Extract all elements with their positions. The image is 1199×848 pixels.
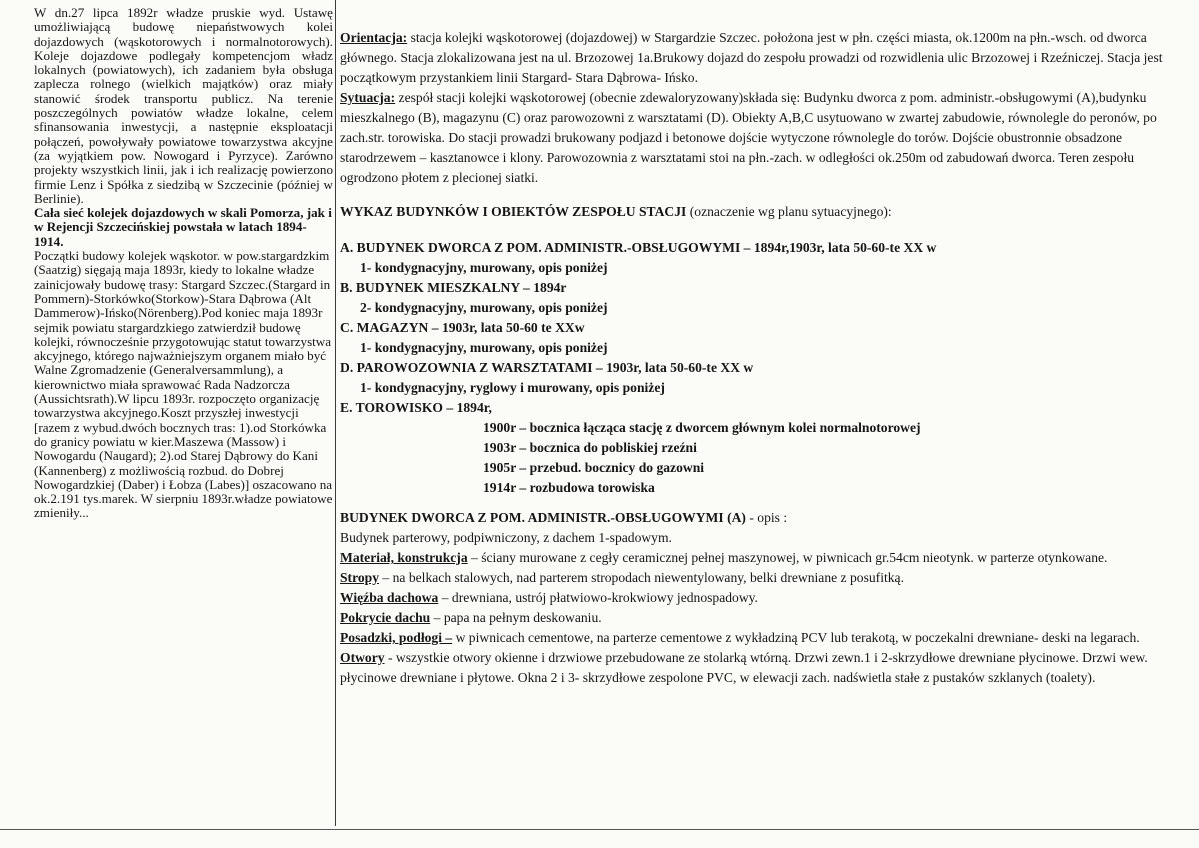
building-a-detail: 1- kondygnacyjny, murowany, opis poniżej: [360, 260, 608, 275]
building-c-line: C. MAGAZYN – 1903r, lata 50-60 te XXw: [340, 320, 585, 335]
field-text-stropy: – na belkach stalowych, nad parterem stropodach niewentylowany, belki drewniane z posufitką.: [379, 570, 904, 585]
field-paragraph: [340, 588, 1190, 608]
wykaz-title: WYKAZ BUDYNKÓW I OBIEKTÓW ZESPOŁU STACJI: [340, 204, 687, 219]
field-text-wiezba: – drewniana, ustrój płatwiowo-krokwiowy jednospadowy.: [438, 590, 758, 605]
sytuacja-label: Sytuacja:: [340, 90, 396, 105]
field-paragraph: [340, 568, 1190, 588]
building-a-heading-suffix: - opis :: [745, 510, 788, 525]
building-a-heading: BUDYNEK DWORCA Z POM. ADMINISTR.-OBSŁUGOWYMI (A): [340, 510, 746, 525]
building-d-line: D. PAROWOZOWNIA Z WARSZTATAMI – 1903r, lata 50-60-te XX w: [340, 360, 754, 375]
building-a-intro: Budynek parterowy, podpiwniczony, z dachem 1-spadowym.: [340, 530, 672, 545]
field-label-wiezba: Więźba dachowa: [340, 590, 439, 605]
bottom-rule: [0, 829, 1199, 830]
field-paragraph: [340, 608, 1190, 628]
sytuacja-text: zespół stacji kolejki wąskotorowej (obecnie zdewaloryzowany)składa się: Budynku dworca z pom. administr.-obsługowymi (A),budynku mieszkalnego (B), magazynu (C) oraz parowozowni z warsztatami (D). Obiekty A,B,C usytuowano w zwartej zabudowie, równolegle do peronów, po zach.str. torowiska. Do stacji prowadzi brukowany podjazd i betonowe dojście wytyczone równolegle do torów. Dojście obustronnie obsadzone starodrzewem – kasztanowce i klony. Parowozownia z warsztatami stoi na płn.-zach. w odległości ok.250m od zabudowań dworca. Teren zespołu ogrodzono płotem z plecionej siatki.: [340, 90, 1157, 185]
field-label-pokrycie: Pokrycie dachu: [340, 610, 431, 625]
left-paragraph-1: W dn.27 lipca 1892r władze pruskie wyd. Ustawę umożliwiającą budowę niepaństwowych kolei dojazdowych (wąskotorowych i normalnotorowych). Koleje dojazdowe podlegały kompetencjom władz lokalnych (powiatowych), ich zadaniem była obsługa zaplecza rolnego (wielkich majątków) oraz miały stanowić środek transportu publicz. Na terenie poszczególnych powiatów władze lokalne, celem sfinansowania inwestycji, a następnie eksploatacji połączeń, powoływały powiatowe towarzystwa akcyjne (za wyjątkiem pow. Nowogard i Pyrzyce). Zarówno projekty wszystkich linii, jak i ich realizację powierzono firmie Lenz i Spółka z siedzibą w Szczecinie (później w Berlinie).: [34, 5, 333, 206]
building-d-detail: 1- kondygnacyjny, ryglowy i murowany, opis poniżej: [360, 380, 665, 395]
orientacja-label: Orientacja:: [340, 30, 408, 45]
torowisko-entry: 1900r – bocznica łącząca stację z dworcem głównym kolei normalnotorowej: [483, 420, 921, 435]
field-text-posadzki: w piwnicach cementowe, na parterze cementowe z wykładziną PCV lub terakotą, w poczekalni drewniane- deski na legarach.: [452, 630, 1140, 645]
sytuacja-paragraph: [340, 88, 1190, 188]
column-divider: [335, 0, 336, 826]
field-paragraph: [340, 548, 1190, 568]
field-text-otwory: - wszystkie otwory okienne i drzwiowe przebudowane ze stolarką wtórną. Drzwi zewn.1 i 2-skrzydłowe drewniane płycinowe. Drzwi wew. płycinowe drewniane i płytowe. Okna 2 i 3- skrzydłowe zespolone PVC, w elewacji zach. nadświetla stałe z pustaków szklanych (toalety).: [340, 650, 1148, 685]
field-label-posadzki: Posadzki, podłogi –: [340, 630, 453, 645]
torowisko-entry: 1905r – przebud. bocznicy do gazowni: [483, 460, 705, 475]
left-paragraph-2-bold: Cała sieć kolejek dojazdowych w skali Pomorza, jak i w Rejencji Szczecińskiej powstała w latach 1894-1914.: [34, 205, 332, 249]
building-b-detail: 2- kondygnacyjny, murowany, opis poniżej: [360, 300, 608, 315]
field-label-material: Materiał, konstrukcja: [340, 550, 468, 565]
torowisko-entry: 1914r – rozbudowa torowiska: [483, 480, 655, 495]
field-label-otwory: Otwory: [340, 650, 385, 665]
wykaz-title-note: (oznaczenie wg planu sytuacyjnego):: [686, 204, 892, 219]
torowisko-line: E. TOROWISKO – 1894r,: [340, 400, 492, 415]
field-paragraph: [340, 628, 1190, 648]
building-b-line: B. BUDYNEK MIESZKALNY – 1894r: [340, 280, 567, 295]
torowisko-entry: 1903r – bocznica do pobliskiej rzeźni: [483, 440, 697, 455]
left-column-text: [34, 6, 333, 521]
field-label-stropy: Stropy: [340, 570, 380, 585]
orientacja-paragraph: [340, 28, 1190, 88]
field-text-pokrycie: – papa na pełnym deskowaniu.: [430, 610, 602, 625]
wykaz-title-line: [340, 202, 1190, 222]
orientacja-text: stacja kolejki wąskotorowej (dojazdowej) w Stargardzie Szczec. położona jest w płn. części miasta, ok.1200m na płn.-wsch. od dworca głównego. Stacja zlokalizowana jest na ul. Brzozowej 1a.Brukowy dojazd do zespołu prowadzi od rozwidlenia ulic Brzozowej i Rzeźniczej. Stacja jest początkowym przystankiem linii Stargard- Stara Dąbrowa- Ińsko.: [340, 30, 1163, 85]
building-a-line: A. BUDYNEK DWORCA Z POM. ADMINISTR.-OBSŁUGOWYMI – 1894r,1903r, lata 50-60-te XX w: [340, 240, 937, 255]
right-column-text: [340, 28, 1190, 688]
building-a-section-heading: [340, 508, 1190, 528]
field-text-material: – ściany murowane z cegły ceramicznej pełnej maszynowej, w piwnicach gr.54cm nieotynk. w parterze otynkowane.: [467, 550, 1108, 565]
building-c-detail: 1- kondygnacyjny, murowany, opis poniżej: [360, 340, 608, 355]
field-paragraph: [340, 648, 1190, 688]
left-paragraph-3: Początki budowy kolejek wąskotor. w pow.stargardzkim (Saatzig) sięgają maja 1893r, kiedy to lokalne władze zainicjowały budowę trasy: Stargard Szczec.(Stargard in Pommern)-Storkówko(Storkow)-Stara Dąbrowa (Alt Dammerow)-Ińsko(Nörenberg).Pod koniec maja 1893r sejmik powiatu stargardzkiego zatwierdził budowę kolejki, równocześnie przygotowując statut towarzystwa akcyjnego, którego najważniejszym organem miało być Walne Zgromadzenie (Generalversammlung), a kierownictwo miała sprawować Rada Nadzorcza (Aussichtsrath).W lipcu 1893r. rozpoczęto organizację towarzystwa akcyjnego.Koszt przyszłej inwestycji [razem z wybud.dwóch bocznych tras: 1).od Storkówka do granicy powiatu w kier.Maszewa (Massow) i Nowogardu (Naugard); 2).od Starej Dąbrowy do Kani (Kannenberg) z możliwością rozbud. do Dobrej Nowogardzkiej (Daber) i Łobza (Labes)] oszacowano na ok.2.191 tys.marek. W sierpniu 1893r.władze powiatowe zmieniły...: [34, 248, 333, 521]
